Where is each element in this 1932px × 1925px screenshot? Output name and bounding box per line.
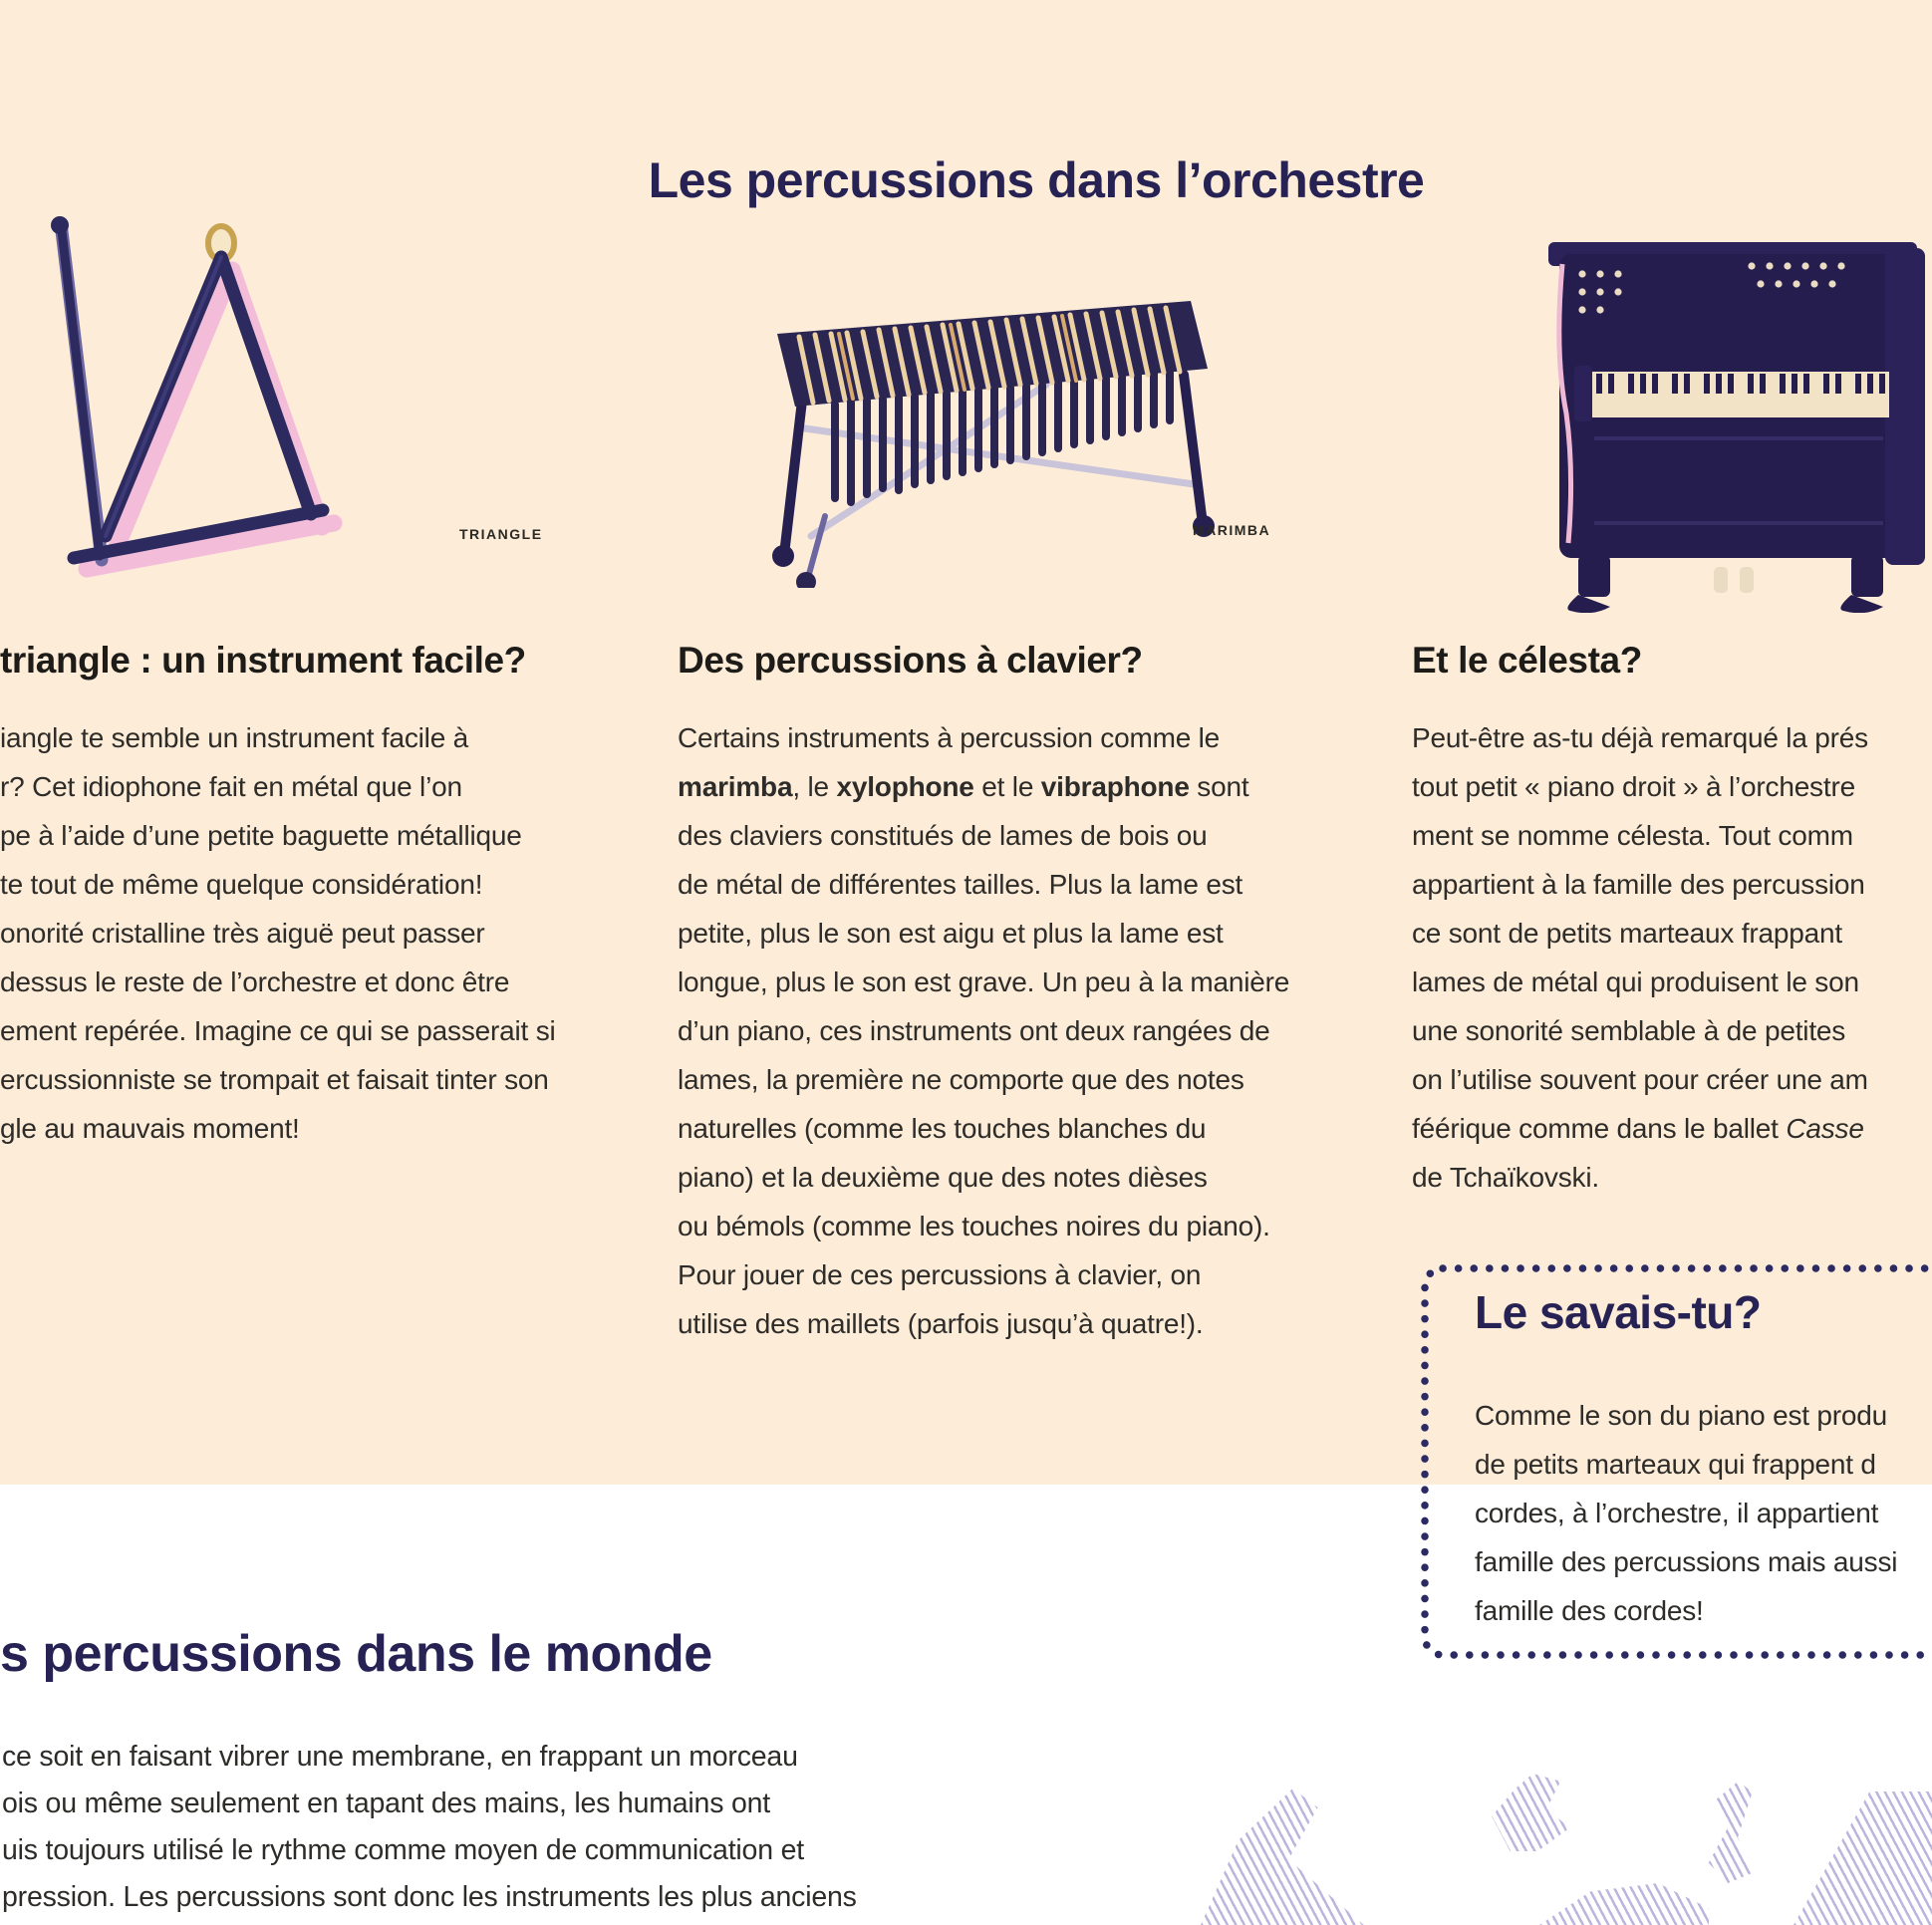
- text-line: ce soit en faisant vibrer une membrane, en frappant un morceau: [2, 1741, 798, 1773]
- triangle-illustration: [10, 209, 428, 608]
- column-clavier-heading: Des percussions à clavier?: [678, 640, 1143, 681]
- text-line: pe à l’aide d’une petite baguette métallique: [0, 820, 522, 851]
- text-line: on l’utilise souvent pour créer une am: [1412, 1064, 1868, 1095]
- scribble-art: [1483, 1774, 1574, 1851]
- text-line: ois ou même seulement en tapant des mains, les humains ont: [2, 1788, 770, 1819]
- page-title: Les percussions dans l’orchestre: [648, 151, 1425, 208]
- text-line: ou bémols (comme les touches noires du piano).: [678, 1211, 1270, 1241]
- text-line: r? Cet idiophone fait en métal que l’on: [0, 771, 462, 802]
- text-line: ment se nomme célesta. Tout comm: [1412, 820, 1853, 851]
- text-line: petite, plus le son est aigu et plus la lame est: [678, 918, 1224, 949]
- text-line: ce sont de petits marteaux frappant: [1412, 918, 1842, 949]
- column-celesta: [1412, 640, 1932, 682]
- text-line: Comme le son du piano est produ: [1475, 1400, 1888, 1431]
- text-line: Pour jouer de ces percussions à clavier, on: [678, 1259, 1202, 1290]
- text-line: uis toujours utilisé le rythme comme moyen de communication et: [2, 1834, 804, 1866]
- column-clavier: [678, 640, 1365, 682]
- scribble-art: [1201, 1788, 1410, 1925]
- text-line: piano) et la deuxième que des notes dièses: [678, 1162, 1208, 1193]
- savais-tu-body: [1475, 1391, 1932, 1635]
- text-line: famille des cordes!: [1475, 1595, 1704, 1626]
- scribble-art: [1694, 1782, 1792, 1883]
- text-line: de métal de différentes tailles. Plus la lame est: [678, 869, 1243, 900]
- marimba-illustration: [747, 289, 1245, 588]
- text-line: d’un piano, ces instruments ont deux rangées de: [678, 1015, 1270, 1046]
- scribble-art: [1794, 1791, 1932, 1925]
- marimba-caption: MARIMBA: [1193, 522, 1271, 538]
- column-triangle: [0, 640, 618, 682]
- text-line: une sonorité semblable à de petites: [1412, 1015, 1846, 1046]
- triangle-caption: TRIANGLE: [459, 526, 543, 542]
- text-line: féérique comme dans le ballet Casse: [1412, 1113, 1864, 1144]
- column-celesta-body: [1412, 713, 1932, 1202]
- column-clavier-body: [678, 713, 1365, 1348]
- text-line: appartient à la famille des percussion: [1412, 869, 1865, 900]
- text-line: famille des percussions mais aussi: [1475, 1546, 1898, 1577]
- text-line: des claviers constitués de lames de bois ou: [678, 820, 1208, 851]
- text-line: dessus le reste de l’orchestre et donc être: [0, 966, 510, 997]
- text-line: cordes, à l’orchestre, il appartient: [1475, 1498, 1879, 1528]
- text-line: ement repérée. Imagine ce qui se passerait si: [0, 1015, 556, 1046]
- text-line: marimba, le xylophone et le vibraphone sont: [678, 771, 1249, 802]
- savais-tu-heading: Le savais-tu?: [1475, 1286, 1762, 1338]
- savais-tu-box: [1420, 1263, 1932, 1662]
- monde-heading: s percussions dans le monde: [0, 1625, 712, 1683]
- text-line: lames de métal qui produisent le son: [1412, 966, 1859, 997]
- text-line: tout petit « piano droit » à l’orchestre: [1412, 771, 1855, 802]
- text-line: Peut-être as-tu déjà remarqué la prés: [1412, 722, 1868, 753]
- column-triangle-body: [0, 713, 618, 1153]
- text-line: gle au mauvais moment!: [0, 1113, 300, 1144]
- text-line: ercussionniste se trompait et faisait tinter son: [0, 1064, 549, 1095]
- column-triangle-heading: triangle : un instrument facile?: [0, 640, 526, 681]
- scribble-art: [1539, 1883, 1709, 1925]
- text-line: longue, plus le son est grave. Un peu à la manière: [678, 966, 1290, 997]
- text-line: Certains instruments à percussion comme le: [678, 722, 1221, 753]
- monde-body: [2, 1734, 1148, 1921]
- celesta-piano-illustration: [1534, 224, 1928, 613]
- text-line: te tout de même quelque considération!: [0, 869, 483, 900]
- text-line: de Tchaïkovski.: [1412, 1162, 1599, 1193]
- column-celesta-heading: Et le célesta?: [1412, 640, 1642, 681]
- text-line: utilise des maillets (parfois jusqu’à quatre!).: [678, 1308, 1204, 1339]
- text-line: onorité cristalline très aiguë peut passer: [0, 918, 485, 949]
- text-line: iangle te semble un instrument facile à: [0, 722, 469, 753]
- text-line: lames, la première ne comporte que des notes: [678, 1064, 1244, 1095]
- text-line: naturelles (comme les touches blanches du: [678, 1113, 1207, 1144]
- text-line: pression. Les percussions sont donc les instruments les plus anciens: [2, 1881, 857, 1913]
- text-line: de petits marteaux qui frappent d: [1475, 1449, 1876, 1480]
